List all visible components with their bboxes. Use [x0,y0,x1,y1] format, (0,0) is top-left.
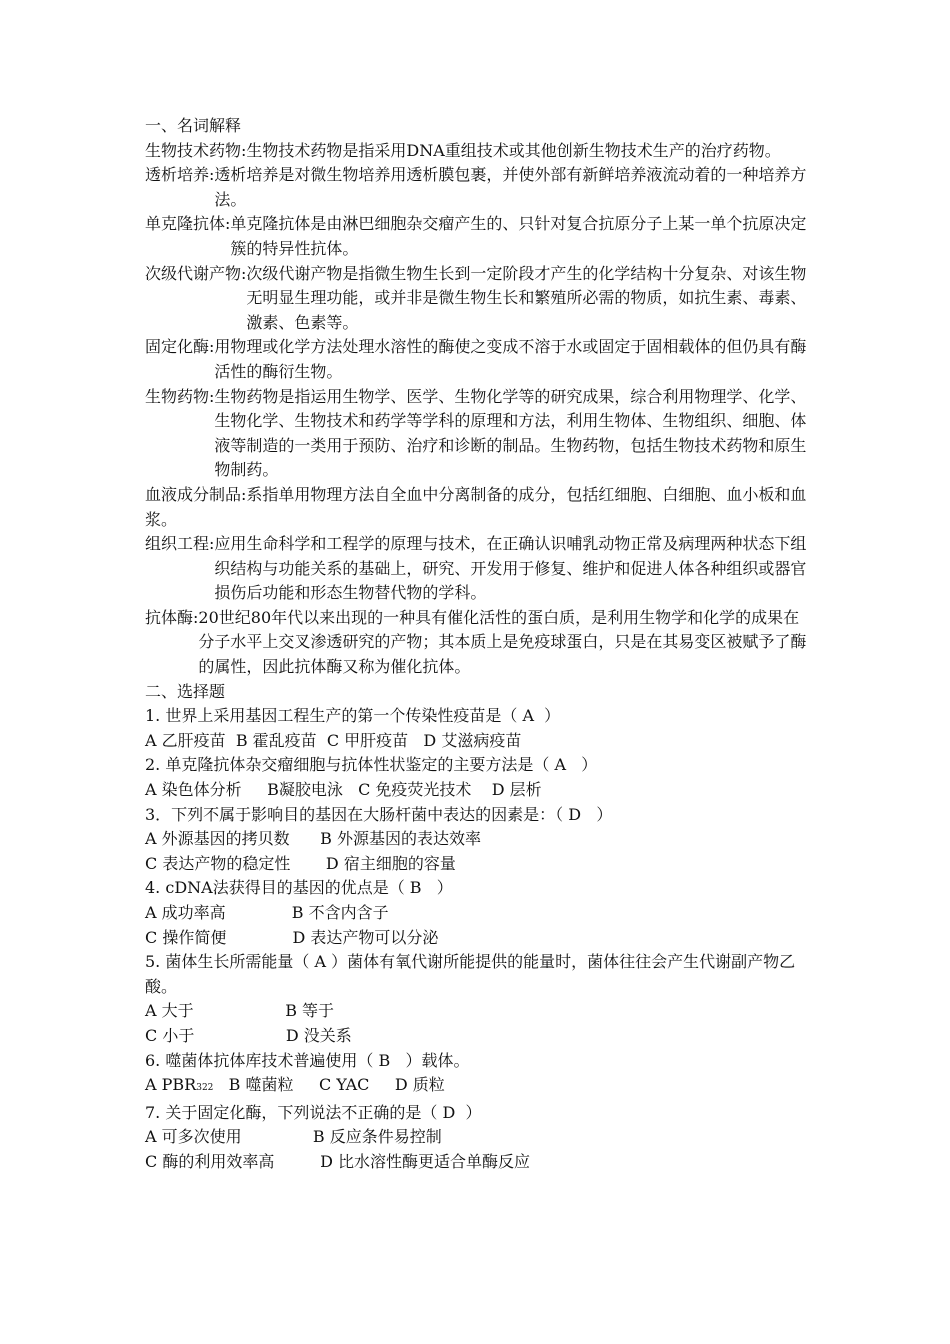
question-stem: 1. 世界上采用基因工程生产的第一个传染性疫苗是（ A ） [145,706,561,726]
definition-text: 次级代谢产物是指微生物生长到一定阶段才产生的化学结构十分复杂、对该生物无明显生理功能，或并非是微生物生长和繁殖所必需的物质，如抗生素、毒素、激素、色素等。 [246,263,807,332]
definition-text: 生物技术药物是指采用DNA重组技术或其他创新生物技术生产的治疗药物。 [246,140,781,160]
definition-item [145,483,810,532]
document-page [145,114,810,1175]
definition-term: 生物药物: [145,386,215,406]
question-options: A 可多次使用 B 反应条件易控制 [145,1127,442,1147]
question-options: A 大于 B 等于 [145,1001,335,1021]
question-options [145,1073,810,1101]
definition-item [145,262,810,336]
question-options: C 操作简便 D 表达产物可以分泌 [145,927,439,947]
question-options: A 成功率高 B 不含内含子 [145,903,389,922]
option-b: B 噬菌粒 [213,1075,319,1095]
question-options: A 乙肝疫苗 B 霍乱疫苗 C 甲肝疫苗 D 艾滋病疫苗 [145,730,522,750]
definition-item [145,163,810,212]
question-options: A 外源基因的拷贝数 B 外源基因的表达效率 [145,829,482,849]
definition-item [145,385,810,483]
definition-text: 透析培养是对微生物培养用透析膜包裹，并使外部有新鲜培养液流动着的一种培养方法。 [214,165,807,209]
definition-term: 透析培养: [145,165,215,185]
option-cd: C YAC D 质粒 [318,1075,445,1095]
option-a: A PBR [145,1075,197,1095]
definition-text: 用物理或化学方法处理水溶性的酶使之变成不溶于水或固定于固相载体的但仍具有酶活性的酶衍生物。 [214,337,807,381]
question-stem: 2. 单克隆抗体杂交瘤细胞与抗体性状鉴定的主要方法是（ A ） [145,755,598,775]
definition-term: 抗体酶: [145,607,199,627]
definition-item [145,606,810,680]
definition-term: 单克隆抗体: [145,214,231,234]
definition-term: 生物技术药物: [145,140,247,160]
definition-text: 生物药物是指运用生物学、医学、生物化学等的研究成果，综合利用物理学、化学、生物化学、生物技术和药学等学科的原理和方法，利用生物体、生物组织、细胞、体液等制造的一类用于预防、治疗和诊断的制品。生物药物，包括生物技术药物和原生物制药。 [214,386,807,480]
definition-item [145,212,810,261]
question-stem: 3．下列不属于影响目的基因在大肠杆菌中表达的因素是：（ D ） [145,804,613,824]
definition-term: 次级代谢产物: [145,263,247,283]
definition-term: 固定化酶: [145,337,215,357]
definition-text: 系指单用物理方法自全血中分离制备的成分，包括红细胞、白细胞、血小板和血浆。 [145,484,807,529]
option-a-subscript: 322 [196,1083,214,1094]
definition-item [145,532,810,606]
section1-heading: 一、名词解释 [145,116,242,135]
question-options: C 酶的利用效率高 D 比水溶性酶更适合单酶反应 [145,1151,531,1171]
definition-item [145,335,810,384]
question-stem: 6. 噬菌体抗体库技术普遍使用（ B ）载体。 [145,1050,470,1070]
question-options: A 染色体分析 B凝胶电泳 C 免疫荧光技术 D 层析 [145,780,542,800]
question-options: C 表达产物的稳定性 D 宿主细胞的容量 [145,853,456,873]
question-stem: 4. cDNA法获得目的基因的优点是（ B ） [145,878,453,898]
definition-text: 20世纪80年代以来出现的一种具有催化活性的蛋白质，是利用生物学和化学的成果在分子水平上交叉渗透研究的产物；其本质上是免疫球蛋白，只是在其易变区被赋予了酶的属性，因此抗体酶又称为催化抗体。 [198,607,807,677]
question-options: C 小于 D 没关系 [145,1025,352,1045]
definition-term: 血液成分制品: [145,484,247,504]
section2-heading: 二、选择题 [145,681,226,701]
definition-text: 单克隆抗体是由淋巴细胞杂交瘤产生的、只针对复合抗原分子上某一单个抗原决定簇的特异性抗体。 [230,214,807,258]
definition-text: 应用生命科学和工程学的原理与技术，在正确认识哺乳动物正常及病理两种状态下组织结构与功能关系的基础上，研究、开发用于修复、维护和促进人体各种组织或器官损伤后功能和形态生物替代物的学科。 [214,534,807,603]
question-stem: 7. 关于固定化酶，下列说法不正确的是（ D ） [145,1102,482,1122]
definition-item [145,139,810,164]
question-stem: 5. 菌体生长所需能量（ A ）菌体有氧代谢所能提供的能量时，菌体往往会产生代谢副产物乙酸。 [145,952,796,996]
definition-term: 组织工程: [145,534,215,554]
